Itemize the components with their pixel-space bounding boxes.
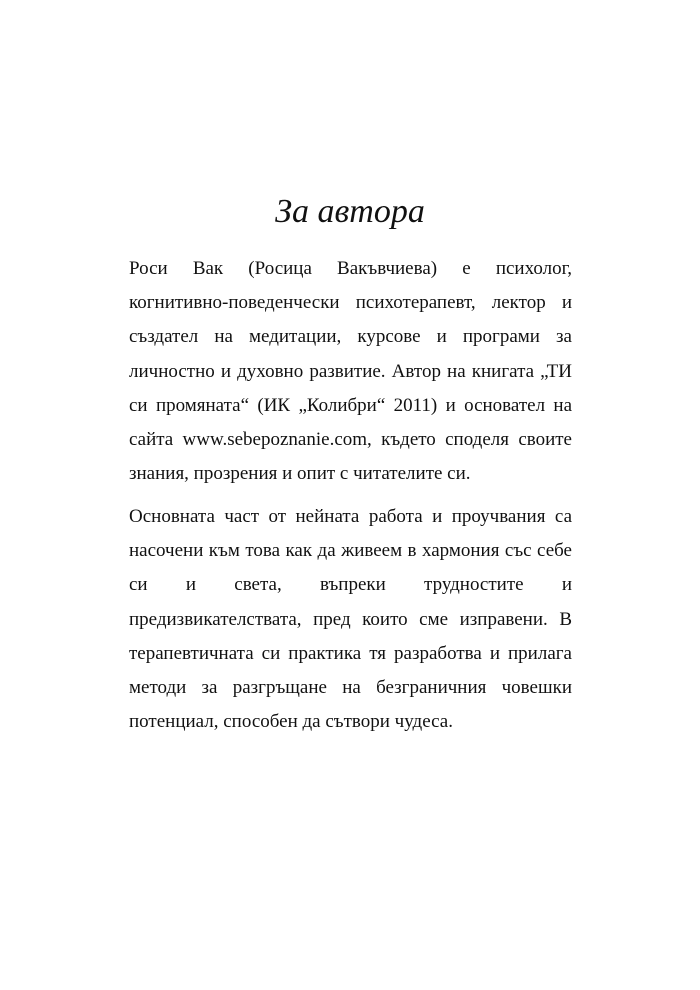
page-title: За автора: [275, 193, 425, 230]
paragraph-author-bio: Роси Вак (Росица Вакъвчиева) е психолог, когнитивно-поведенчески психотерапевт, лектор и създател на медитации, курсове и програми за личностно и духовно развитие. Автор на книгата „ТИ си промяната“ (ИК „Колибри“ 2011) и основател на сайта www.sebepoznanie.com, където споделя своите знания, прозрения и опит с читателите си.: [129, 258, 572, 485]
paragraph-author-work: Основната част от нейната работа и проучвания са насочени към това как да живеем в хармония със себе си и света, въпреки трудностите и предизвикателствата, пред които сме изправени. В терапевтичната си практика тя разработва и прилага методи за разгръщане на безграничния човешки потенциал, способен да сътвори чудеса.: [129, 506, 572, 733]
